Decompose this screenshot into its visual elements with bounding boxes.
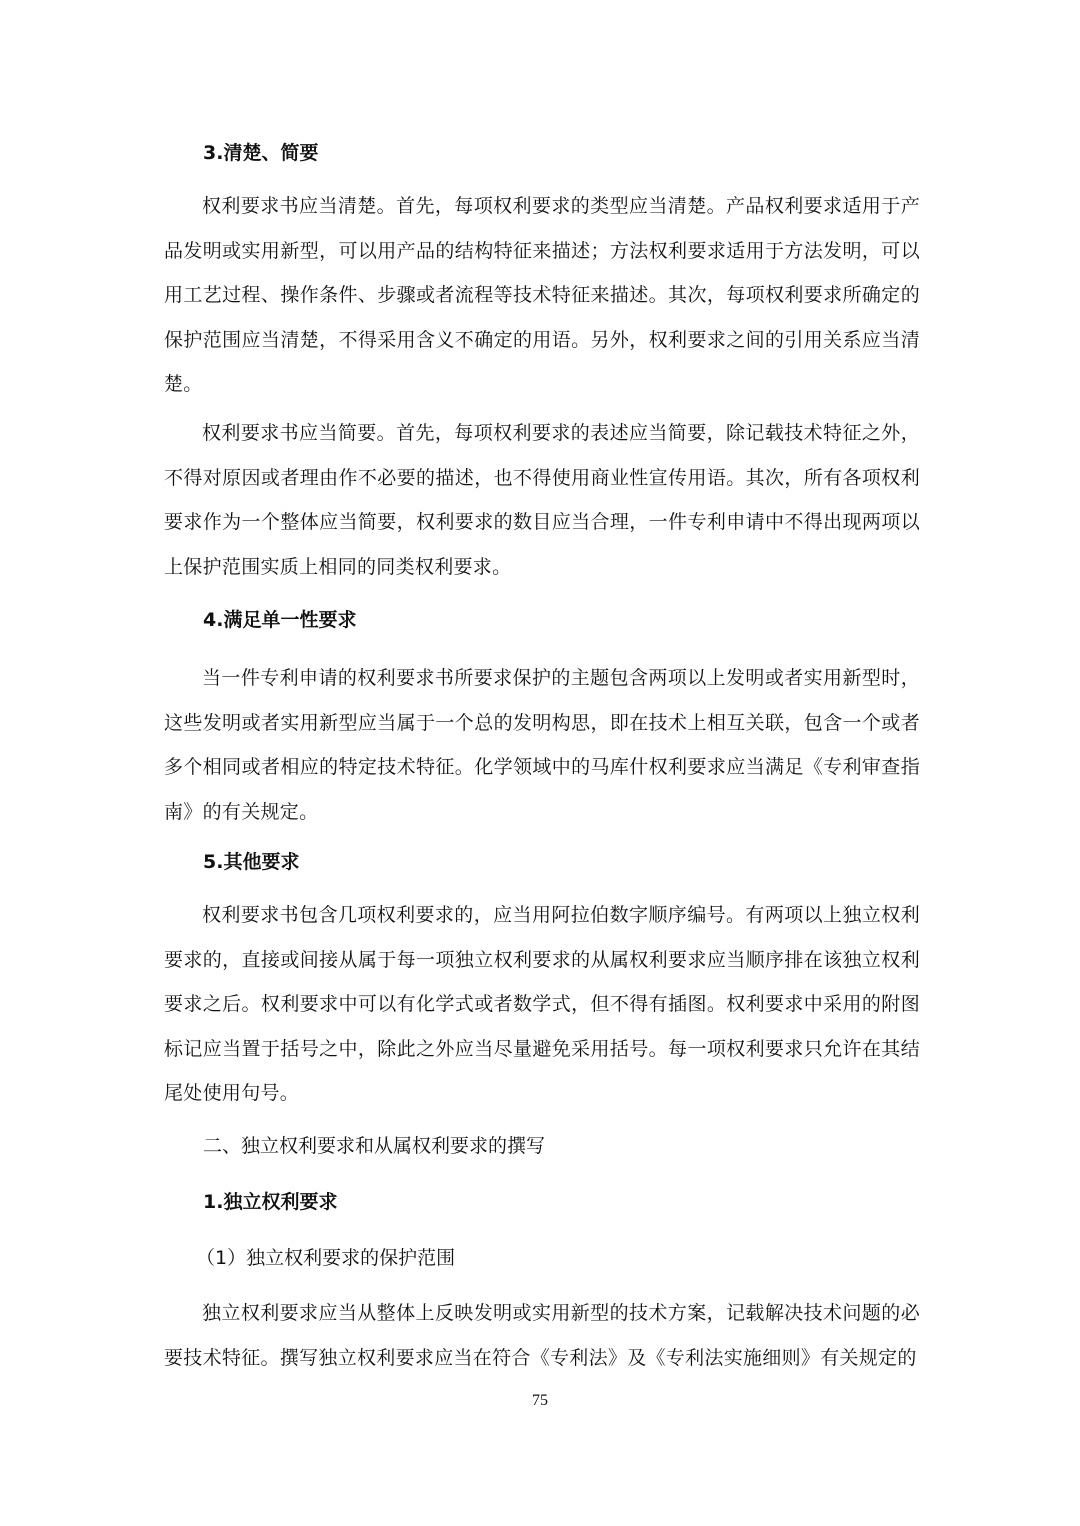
page-number: 75	[532, 1392, 548, 1409]
paragraph-unity: 当一件专利申请的权利要求书所要求保护的主题包含两项以上发明或者实用新型时，这些发明或者实用新型应当属于一个总的发明构思，即在技术上相互关联，包含一个或者多个相同或者相应的特定技术特征。化学领域中的马库什权利要求应当满足《专利审查指南》的有关规定。	[164, 667, 920, 823]
paragraph-conciseness: 权利要求书应当简要。首先，每项权利要求的表述应当简要，除记载技术特征之外，不得对原因或者理由作不必要的描述，也不得使用商业性宣传用语。其次，所有各项权利要求作为一个整体应当简要，权利要求的数目应当合理，一件专利申请中不得出现两项以上保护范围实质上相同的同类权利要求。	[164, 422, 920, 578]
paragraph-protection-scope: 独立权利要求应当从整体上反映发明或实用新型的技术方案，记载解决技术问题的必要技术特征。撰写独立权利要求应当在符合《专利法》及《专利法实施细则》有关规定的	[164, 1302, 920, 1369]
section-heading-clear-concise: 3.清楚、简要	[203, 142, 319, 164]
section-heading-other-requirements: 5.其他要求	[203, 851, 300, 873]
section-heading-unity: 4.满足单一性要求	[203, 609, 357, 631]
paragraph-other-requirements: 权利要求书包含几项权利要求的，应当用阿拉伯数字顺序编号。有两项以上独立权利要求的，直接或间接从属于每一项独立权利要求的从属权利要求应当顺序排在该独立权利要求之后。权利要求中可以有化学式或者数学式，但不得有插图。权利要求中采用的附图标记应当置于括号之中，除此之外应当尽量避免采用括号。每一项权利要求只允许在其结尾处使用句号。	[164, 904, 920, 1104]
paragraph-clarity: 权利要求书应当清楚。首先，每项权利要求的类型应当清楚。产品权利要求适用于产品发明或实用新型，可以用产品的结构特征来描述；方法权利要求适用于方法发明，可以用工艺过程、操作条件、步骤或者流程等技术特征来描述。其次，每项权利要求所确定的保护范围应当清楚，不得采用含义不确定的用语。另外，权利要求之间的引用关系应当清楚。	[164, 195, 920, 395]
chapter-heading-part-two: 二、独立权利要求和从属权利要求的撰写	[203, 1135, 546, 1157]
section-heading-independent-claims: 1.独立权利要求	[203, 1191, 338, 1213]
subheading-protection-scope: （1）独立权利要求的保护范围	[196, 1247, 456, 1269]
